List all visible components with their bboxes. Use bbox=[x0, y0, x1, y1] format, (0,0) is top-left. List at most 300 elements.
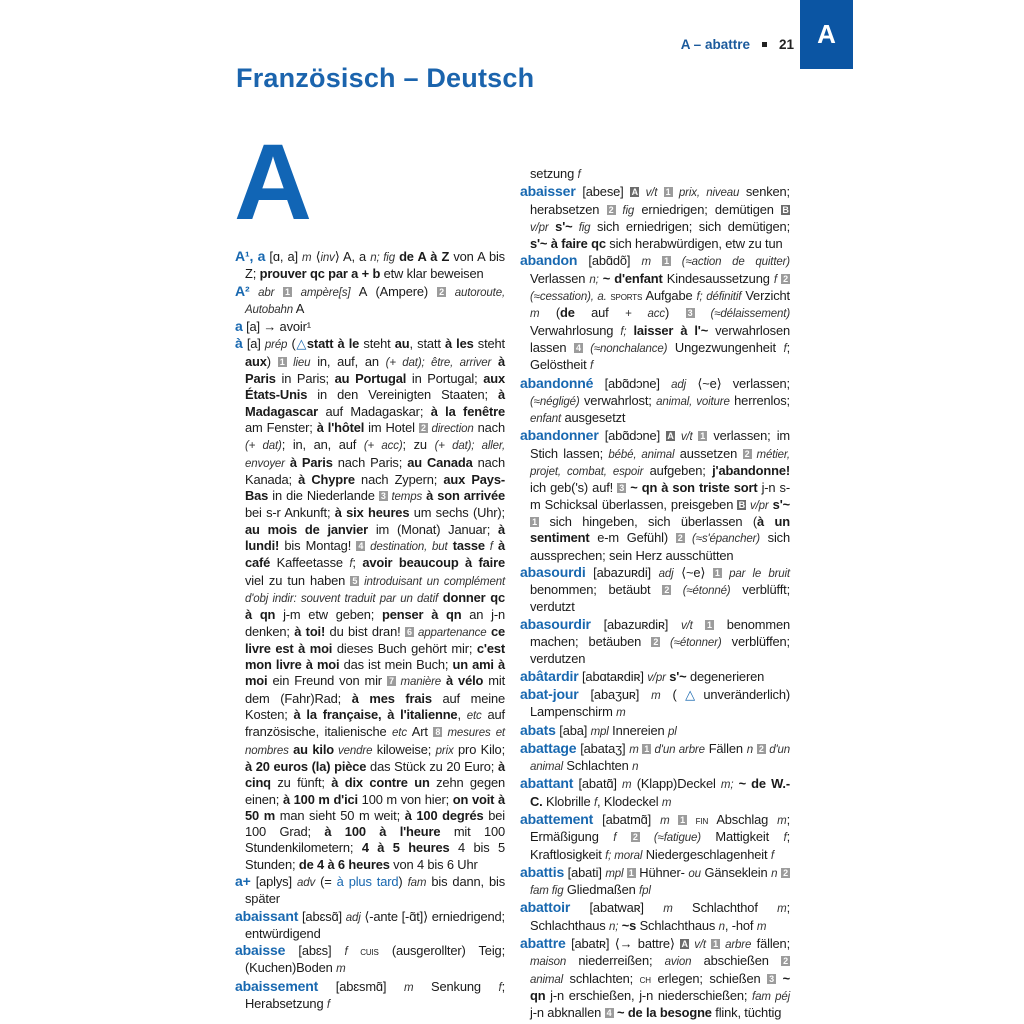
text: verblüffen; verdutzen bbox=[530, 634, 790, 667]
text: [abatɑ̃] bbox=[573, 776, 623, 792]
text: [abaʒuʀ] bbox=[578, 686, 652, 702]
separator-square-icon bbox=[762, 42, 767, 47]
text: , Klodeckel bbox=[597, 793, 662, 809]
grammar-label: ampère[s] bbox=[291, 286, 351, 299]
grammar-label: m bbox=[302, 252, 312, 264]
dictionary-entry bbox=[235, 978, 505, 1014]
text: ⟨-ante [-ɑ̃t]⟩ erniedrigend; entwürdigend bbox=[245, 908, 505, 941]
section-letter-box: B bbox=[782, 204, 789, 215]
text: nach Kanada; bbox=[245, 454, 505, 487]
sense-number: 1 bbox=[642, 744, 651, 754]
dictionary-entry bbox=[520, 252, 790, 374]
grammar-label: d'un arbre bbox=[651, 743, 705, 756]
text: ; Schlachthaus bbox=[530, 900, 790, 933]
text: man sieht 50 m weit; bbox=[275, 807, 405, 823]
tab-letter: A bbox=[817, 19, 836, 49]
text: [aba] bbox=[555, 722, 591, 738]
text: kiloweise; bbox=[372, 741, 436, 757]
text: von A bis Z; bbox=[245, 249, 505, 282]
text: sich herabwürdigen, etw zu tun bbox=[605, 236, 783, 252]
text: auf bbox=[574, 305, 625, 321]
bold-phrase: au Canada bbox=[407, 454, 473, 470]
domain-label: cuis bbox=[347, 946, 379, 959]
bold-phrase: aux bbox=[245, 353, 267, 369]
text: Hühner- bbox=[635, 864, 689, 880]
grammar-label: fam péj bbox=[752, 990, 790, 1003]
text: Niedergeschlagenheit bbox=[642, 846, 771, 862]
dictionary-entry bbox=[520, 935, 790, 1021]
grammar-label: bébé, animal bbox=[608, 448, 675, 461]
grammar-label: mesures et nombres bbox=[245, 727, 505, 757]
bold-phrase: à 100 m d'ici bbox=[282, 791, 358, 807]
text: (Klapp)Deckel bbox=[631, 776, 721, 792]
text: Klobrille bbox=[542, 793, 594, 809]
dictionary-entry bbox=[520, 899, 790, 935]
dictionary-entry bbox=[235, 942, 505, 978]
text: [abataʒ] bbox=[576, 740, 630, 756]
bold-phrase: à cinq bbox=[245, 758, 505, 791]
grammar-label: m bbox=[641, 256, 651, 269]
left-column bbox=[235, 248, 506, 1012]
grammar-label: v/pr bbox=[746, 499, 769, 512]
text: Verlassen bbox=[530, 270, 590, 286]
grammar-label: f bbox=[613, 832, 617, 845]
grammar-label: f bbox=[498, 981, 502, 994]
grammar-label: f bbox=[783, 342, 787, 355]
bold-phrase: on voit à 50 m bbox=[245, 791, 505, 823]
text: aussetzen bbox=[674, 445, 743, 461]
bold-phrase: à 100 degrés bbox=[404, 807, 484, 823]
bold-phrase: à l'hôtel bbox=[316, 419, 365, 435]
text: [aplys] bbox=[250, 873, 297, 889]
text: in Portugal; bbox=[406, 371, 484, 387]
text: [abɑtaʀdiʀ] bbox=[578, 668, 648, 684]
text: nach bbox=[473, 419, 505, 435]
bold-phrase: donner qc à qn bbox=[245, 589, 506, 623]
sense-number: 4 bbox=[356, 541, 365, 551]
headword: abandon bbox=[520, 252, 578, 269]
grammar-label: (+ dat) bbox=[245, 440, 282, 453]
headword: à bbox=[235, 335, 243, 352]
grammar-label: (≈nonchalance) bbox=[582, 342, 668, 355]
sense-number: 1 bbox=[627, 868, 636, 878]
bold-phrase: à son arrivée bbox=[422, 488, 505, 504]
bold-phrase: à 100 à l'heure bbox=[324, 824, 441, 840]
bold-phrase: s'~ bbox=[548, 218, 573, 234]
grammar-label: métier, projet, combat, espoir bbox=[530, 448, 790, 479]
bold-phrase: à vélo bbox=[441, 673, 484, 689]
bold-phrase: à Chypre bbox=[298, 471, 355, 487]
text: Verzicht bbox=[741, 288, 790, 304]
grammar-label: (≈cessation), a. bbox=[530, 291, 607, 304]
grammar-label: f; définitif bbox=[696, 291, 742, 304]
text: auf französische, italienische bbox=[245, 707, 505, 740]
grammar-label: fig bbox=[572, 221, 591, 234]
text: (ausgerollter) Teig; (Kuchen)Boden bbox=[245, 943, 505, 976]
grammar-label: v/t bbox=[675, 431, 699, 444]
sense-number: 3 bbox=[686, 308, 695, 318]
bold-phrase: à Paris bbox=[245, 353, 505, 387]
text: das Stück zu 20 Euro; bbox=[366, 758, 498, 774]
headword: abaissement bbox=[235, 977, 319, 994]
text: ⟩ A, a bbox=[334, 249, 371, 264]
text: Abschlag bbox=[708, 811, 778, 827]
grammar-label: f bbox=[773, 273, 777, 286]
sense-number: 3 bbox=[767, 974, 776, 984]
text: [abazuʀdi] bbox=[585, 564, 659, 580]
grammar-label: adj bbox=[345, 911, 361, 924]
text: sich hingeben, sich überlassen ( bbox=[539, 513, 758, 529]
headword: abattement bbox=[520, 810, 594, 827]
sense-number: 3 bbox=[617, 483, 626, 493]
text: verblüfft; verdutzt bbox=[530, 582, 791, 615]
headword: abasourdi bbox=[520, 563, 586, 580]
grammar-label: m bbox=[661, 796, 672, 809]
text: in Paris; bbox=[275, 371, 335, 387]
domain-label: fin bbox=[687, 814, 709, 827]
grammar-label: m bbox=[651, 689, 661, 702]
text: [abɑ̃dɔne] bbox=[598, 428, 667, 444]
text: benommen machen; betäuben bbox=[530, 616, 790, 650]
text: sich erniedrigen; sich demütigen; bbox=[590, 218, 790, 234]
headword: abats bbox=[520, 721, 556, 738]
dictionary-entry bbox=[235, 873, 505, 908]
bold-phrase: 4 à 5 heures bbox=[361, 840, 450, 856]
bold-phrase: ~s bbox=[618, 917, 637, 933]
grammar-label: abr bbox=[249, 286, 283, 299]
text: Senkung bbox=[413, 978, 499, 994]
dictionary-entry bbox=[520, 668, 790, 686]
warning-triangle-icon: △ bbox=[676, 686, 704, 702]
text: senken; herabsetzen bbox=[530, 184, 790, 217]
section-letter-box: B bbox=[738, 499, 745, 510]
grammar-label: manière bbox=[395, 676, 442, 689]
text: 4 bis 5 Stunden; bbox=[245, 840, 505, 872]
text: verlassen; im Stich lassen; bbox=[530, 428, 790, 461]
grammar-label: (≈négligé) bbox=[530, 395, 580, 408]
text: sich aussprechen; sein Herz ausschütten bbox=[530, 530, 790, 563]
grammar-label: (≈action de quitter) bbox=[671, 256, 790, 269]
text: [abese] bbox=[575, 184, 631, 200]
text: [abati] bbox=[564, 864, 606, 880]
dictionary-entry bbox=[235, 283, 505, 319]
text: Verwahrlosung bbox=[530, 322, 621, 338]
bold-phrase: à Madagascar bbox=[245, 387, 505, 419]
text: j-n abknallen bbox=[530, 1005, 605, 1021]
bold-phrase: ~ qn bbox=[530, 970, 791, 1003]
headword: abattoir bbox=[520, 899, 571, 916]
grammar-label: n; bbox=[589, 273, 599, 286]
bold-phrase: ~ d'enfant bbox=[598, 270, 663, 286]
grammar-label: n bbox=[632, 761, 639, 774]
grammar-label: prix, niveau bbox=[672, 187, 740, 200]
grammar-label: f bbox=[349, 558, 353, 571]
grammar-label: par le bruit bbox=[721, 567, 790, 580]
text: niederreißen; bbox=[566, 953, 665, 969]
bold-phrase: à 20 euros (la) pièce bbox=[245, 758, 367, 774]
headword: abasourdir bbox=[520, 615, 591, 632]
sense-number: 2 bbox=[743, 449, 752, 459]
text: Schlachthaus bbox=[636, 917, 719, 933]
grammar-label: vendre bbox=[333, 744, 373, 757]
sense-number: 1 bbox=[283, 287, 292, 297]
grammar-label: etc bbox=[466, 710, 482, 723]
grammar-label: enfant bbox=[530, 413, 562, 426]
grammar-label: direction bbox=[427, 422, 474, 435]
dictionary-entry bbox=[520, 740, 790, 776]
text: [abatmɑ̃] bbox=[593, 811, 661, 827]
text: A (Ampere) bbox=[350, 283, 438, 299]
grammar-label: n bbox=[718, 920, 725, 933]
running-header bbox=[600, 37, 794, 53]
domain-label: ch bbox=[639, 973, 651, 986]
bold-phrase: aux Pays-Bas bbox=[245, 471, 505, 504]
sense-number: 4 bbox=[605, 1008, 614, 1018]
text bbox=[616, 829, 631, 844]
grammar-label: (+ dat); aller, envoyer bbox=[245, 440, 505, 470]
grammar-label: autoroute, Autobahn bbox=[245, 286, 506, 316]
grammar-label: f bbox=[770, 849, 774, 862]
sense-number: 1 bbox=[530, 517, 539, 527]
text: [a] bbox=[242, 336, 265, 352]
text: viel zu tun haben bbox=[245, 572, 351, 588]
headword: abaisser bbox=[520, 183, 576, 200]
grammar-label: f bbox=[593, 796, 598, 809]
text: ; zu bbox=[402, 437, 435, 453]
warning-triangle-icon: △ bbox=[295, 336, 307, 352]
text: [abɑ̃dɔne] bbox=[593, 375, 672, 391]
bold-phrase: un ami à moi bbox=[245, 657, 505, 689]
grammar-label: v/t bbox=[689, 939, 712, 952]
text: ; in, an, auf bbox=[281, 437, 364, 453]
text: ; Herabsetzung bbox=[245, 978, 505, 1012]
sense-number: 2 bbox=[631, 832, 640, 842]
text: bis Montag! bbox=[279, 538, 357, 554]
grammar-label: f bbox=[589, 360, 594, 373]
text: benommen; betäubt bbox=[530, 582, 663, 598]
text: ⟨~e⟩ bbox=[673, 564, 713, 580]
grammar-label: d'un animal bbox=[530, 743, 791, 774]
dictionary-entry bbox=[520, 775, 790, 811]
text: [abɛsɑ̃] bbox=[298, 908, 346, 924]
bold-phrase: de A à Z bbox=[394, 249, 450, 264]
text: Art bbox=[406, 724, 434, 740]
right-column bbox=[520, 166, 791, 1021]
grammar-label: animal bbox=[530, 973, 563, 986]
domain-label: sports bbox=[606, 291, 643, 304]
grammar-label: f bbox=[484, 541, 493, 554]
sense-number: 6 bbox=[405, 627, 414, 637]
text: Schlachthof bbox=[672, 900, 778, 916]
sense-number: 2 bbox=[437, 287, 446, 297]
dictionary-entry bbox=[235, 335, 505, 873]
bold-phrase: à toi! bbox=[294, 623, 326, 639]
sense-number: 2 bbox=[757, 744, 766, 754]
text: Schlachten bbox=[562, 758, 633, 774]
text: ein Freund von mir bbox=[267, 673, 387, 689]
text: [a] → avoir¹ bbox=[242, 319, 311, 335]
headword: abattage bbox=[520, 739, 577, 756]
dictionary-entry bbox=[520, 811, 790, 864]
headword: abandonné bbox=[520, 374, 594, 391]
bold-phrase: de 4 à 6 heures bbox=[298, 856, 390, 872]
text: ( bbox=[287, 336, 296, 352]
text: das ist mein Buch; bbox=[339, 657, 453, 673]
headword: abaissant bbox=[235, 907, 299, 924]
grammar-label: m; bbox=[720, 779, 734, 792]
text: bei 100 Grad; bbox=[245, 807, 505, 840]
text: , -hof bbox=[724, 917, 757, 933]
dictionary-entry bbox=[520, 183, 790, 252]
text: , statt bbox=[409, 336, 445, 352]
grammar-label: f bbox=[326, 999, 330, 1012]
bold-phrase: au bbox=[394, 336, 410, 352]
text: ) bbox=[664, 305, 686, 321]
text: in die Niederlande bbox=[268, 488, 379, 504]
text: mit 100 Stundenkilometern; bbox=[245, 824, 506, 856]
text: Gänseklein bbox=[700, 864, 772, 880]
bold-phrase: j'abandonne! bbox=[712, 463, 790, 479]
text: etw klar beweisen bbox=[380, 266, 484, 282]
grammar-label: lieu bbox=[286, 356, 311, 369]
grammar-label: pl bbox=[668, 725, 677, 738]
section-letter-box: A bbox=[667, 431, 674, 442]
text: [ɑ, a] bbox=[265, 249, 303, 264]
link-text: à plus tard bbox=[336, 873, 399, 889]
sense-number: 2 bbox=[662, 585, 671, 595]
grammar-label: f; bbox=[620, 325, 627, 338]
bold-phrase: laisser à l'~ bbox=[626, 322, 709, 338]
text: A bbox=[293, 300, 305, 316]
grammar-label: (≈fatigue) bbox=[639, 832, 701, 845]
dictionary-entry bbox=[235, 248, 505, 283]
bold-phrase: à la française, à l'italienne bbox=[293, 707, 458, 723]
text: bis dann, bis später bbox=[245, 873, 506, 907]
bold-phrase: au mois de janvier bbox=[245, 521, 368, 537]
text: zehn gegen einen; bbox=[245, 775, 506, 807]
sense-number: 5 bbox=[350, 576, 359, 586]
text: ich geb('s) auf! bbox=[530, 480, 618, 496]
text: ; Kraftlosigkeit bbox=[530, 829, 791, 862]
text: herrenlos; bbox=[729, 392, 790, 408]
bold-phrase: statt à le bbox=[306, 336, 360, 352]
bold-phrase: à un sentiment bbox=[530, 513, 790, 546]
sense-number: 2 bbox=[781, 868, 790, 878]
text: 100 m von hier; bbox=[357, 791, 453, 807]
text: nach Paris; bbox=[332, 454, 408, 470]
headword: abat-jour bbox=[520, 685, 579, 702]
sense-number: 1 bbox=[678, 815, 687, 825]
sense-number: 3 bbox=[379, 491, 388, 501]
bold-phrase: ~ de la besogne bbox=[613, 1005, 712, 1021]
bold-phrase: penser à qn bbox=[382, 607, 462, 623]
letter-thumb-tab bbox=[800, 0, 853, 69]
text: [abɛs] bbox=[285, 943, 345, 959]
text: setzung bbox=[530, 166, 578, 181]
sense-number: 2 bbox=[607, 205, 616, 215]
text: von 4 bis 6 Uhr bbox=[389, 856, 478, 872]
grammar-label: m bbox=[777, 903, 787, 916]
section-letter: A bbox=[234, 121, 312, 242]
bold-phrase: à lundi! bbox=[245, 521, 505, 554]
grammar-label: (≈étonné) bbox=[671, 585, 731, 598]
headword: A² bbox=[235, 282, 250, 299]
bold-phrase: à café bbox=[245, 538, 505, 571]
grammar-label: v/t bbox=[680, 619, 705, 632]
grammar-label: (≈s'épancher) bbox=[684, 533, 760, 546]
sense-number: 2 bbox=[419, 423, 428, 433]
headword: a+ bbox=[235, 872, 251, 889]
grammar-label: m bbox=[403, 981, 414, 994]
grammar-label: n; bbox=[609, 920, 619, 933]
sense-number: 1 bbox=[662, 256, 671, 266]
dictionary-entry bbox=[520, 616, 790, 668]
page-title: Französisch – Deutsch bbox=[236, 63, 535, 93]
bold-phrase: c'est mon livre à moi bbox=[245, 640, 506, 673]
text: steht bbox=[359, 336, 395, 352]
text: , bbox=[457, 707, 467, 723]
text: j-n erschießen, j-n niederschießen; bbox=[545, 987, 753, 1003]
grammar-label: fig bbox=[615, 204, 635, 217]
bold-phrase: au kilo bbox=[288, 741, 334, 757]
headword: abattis bbox=[520, 863, 565, 880]
dictionary-entry bbox=[520, 427, 790, 563]
text: verwahrlost; bbox=[579, 392, 657, 408]
sense-number: 8 bbox=[433, 727, 442, 737]
bold-phrase: prouver qc par a + b bbox=[259, 266, 381, 282]
bold-phrase: tasse bbox=[447, 538, 485, 554]
dictionary-entry bbox=[235, 318, 505, 335]
text: ⟨~e⟩ verlassen; bbox=[686, 375, 790, 391]
headword: abattant bbox=[520, 775, 574, 792]
bold-phrase: avoir beaucoup à faire bbox=[362, 555, 505, 571]
text: an j-n denken; bbox=[245, 607, 505, 639]
text: j-n s-m Schicksal überlassen, preisgeben bbox=[530, 480, 790, 512]
grammar-label: n bbox=[771, 867, 778, 880]
dictionary-entry bbox=[520, 722, 790, 740]
bold-phrase: ~ qn à son triste sort bbox=[626, 480, 758, 496]
grammar-label: etc bbox=[392, 727, 407, 740]
sense-number: 1 bbox=[705, 620, 714, 630]
page-number: 21 bbox=[778, 37, 794, 52]
text: zu fünft; bbox=[270, 775, 332, 791]
dictionary-entry bbox=[520, 564, 790, 616]
grammar-label: temps bbox=[387, 491, 423, 504]
headword: A¹, a bbox=[235, 248, 266, 264]
text: ; Ermäßigung bbox=[530, 811, 791, 845]
text: [abɛsmɑ̃] bbox=[318, 978, 404, 994]
grammar-label: (≈étonner) bbox=[660, 637, 722, 650]
bold-phrase: au Portugal bbox=[334, 371, 407, 387]
text: auf Madagaskar; bbox=[318, 403, 431, 419]
sense-number: 2 bbox=[781, 956, 790, 966]
text: pro Kilo; bbox=[453, 741, 506, 757]
sense-number: 1 bbox=[664, 187, 673, 197]
sense-number: 4 bbox=[574, 343, 583, 353]
text: degenerieren bbox=[686, 668, 765, 684]
grammar-label: n bbox=[746, 743, 753, 756]
bold-phrase: à dix contre un bbox=[331, 775, 430, 791]
text: flink, tüchtig bbox=[711, 1005, 782, 1021]
grammar-label: v/pr bbox=[530, 221, 549, 234]
grammar-label: animal, voiture bbox=[656, 395, 730, 408]
text: nach Zypern; bbox=[354, 471, 444, 487]
text: du bist dran! bbox=[325, 623, 405, 639]
sense-number: 7 bbox=[387, 676, 396, 686]
text: abschießen bbox=[691, 953, 781, 969]
bold-phrase: ~ de W.-C. bbox=[530, 776, 791, 809]
grammar-label: mpl bbox=[605, 867, 627, 880]
